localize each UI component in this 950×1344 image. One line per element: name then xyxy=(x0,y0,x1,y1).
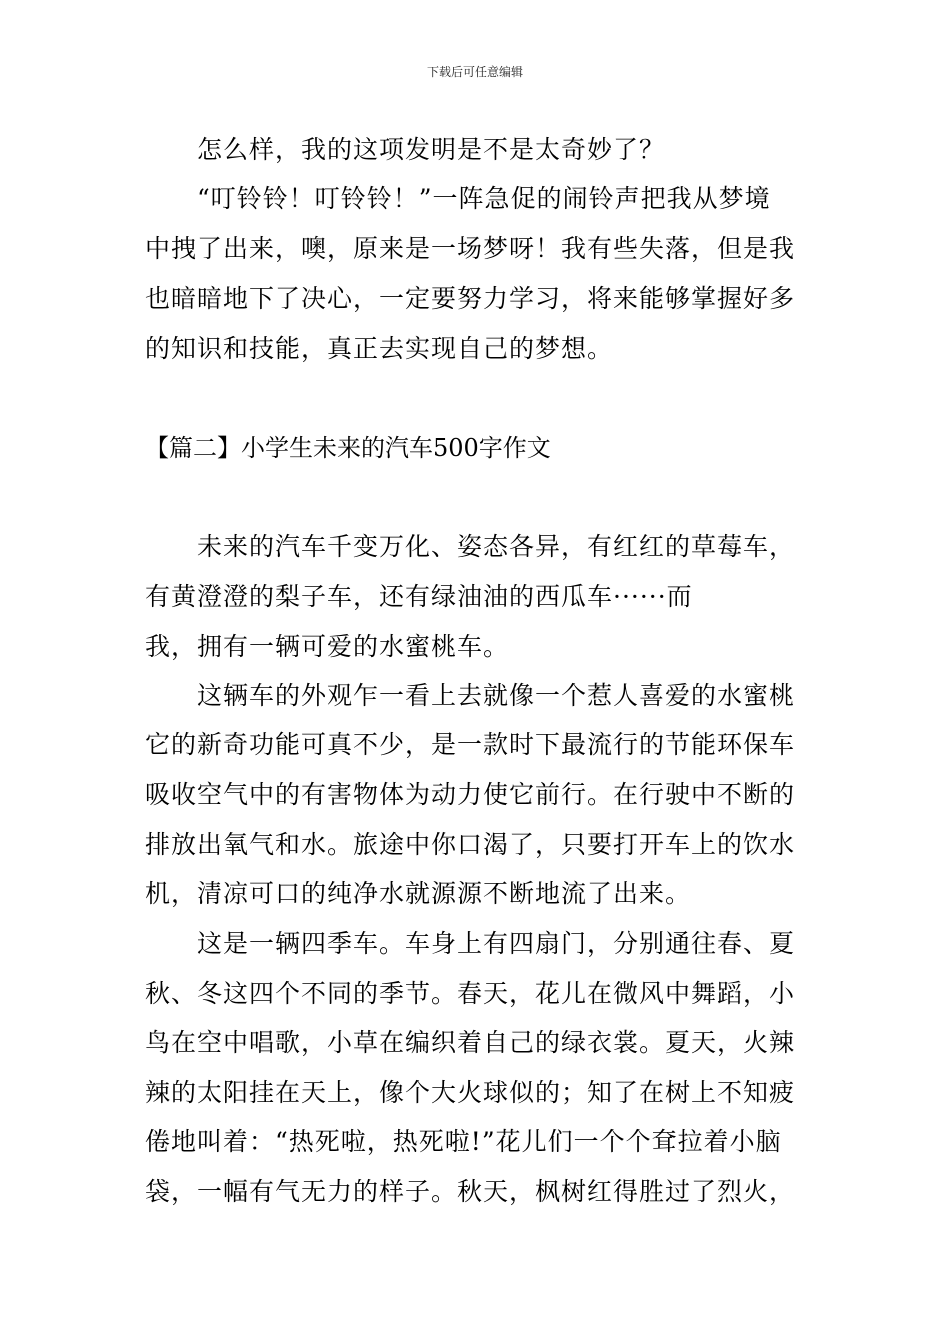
paragraph-line: 有黄澄澄的梨子车，还有绿油油的西瓜车······而 xyxy=(145,582,693,611)
paragraph-line: 机，清凉可口的纯净水就源源不断地流了出来。 xyxy=(145,879,692,908)
paragraph-line: 也暗暗地下了决心，一定要努力学习，将来能够掌握好多 xyxy=(145,284,796,313)
paragraph-line: 这辆车的外观乍一看上去就像一个惹人喜爱的水蜜桃 xyxy=(197,681,796,710)
paragraph-line: 怎么样，我的这项发明是不是太奇妙了？ xyxy=(197,135,666,164)
paragraph-line: 鸟在空中唱歌，小草在编织着自己的绿衣裳。夏天，火辣 xyxy=(145,1028,796,1057)
paragraph-line: 袋，一幅有气无力的样子。秋天，枫树红得胜过了烈火， xyxy=(145,1177,796,1206)
paragraph-line: 未来的汽车千变万化、姿态各异，有红红的草莓车， xyxy=(197,532,796,561)
paragraph-line: 中拽了出来，噢，原来是一场梦呀！我有些失落，但是我 xyxy=(145,234,796,263)
paragraph-line: 排放出氧气和水。旅途中你口渴了，只要打开车上的饮水 xyxy=(145,830,796,859)
section-heading: 【篇二】小学生未来的汽车500字作文 xyxy=(145,434,551,462)
paragraph-line: 秋、冬这四个不同的季节。春天，花儿在微风中舞蹈，小 xyxy=(145,979,796,1008)
paragraph-line: 这是一辆四季车。车身上有四扇门，分别通往春、夏 xyxy=(197,929,796,958)
paragraph-line: 的知识和技能，真正去实现自己的梦想。 xyxy=(145,334,614,363)
paragraph-line: 我，拥有一辆可爱的水蜜桃车。 xyxy=(145,632,510,661)
paragraph-line: 它的新奇功能可真不少，是一款时下最流行的节能环保车 xyxy=(145,730,796,759)
paragraph-line: “叮铃铃！叮铃铃！”一阵急促的闹铃声把我从梦境 xyxy=(197,184,771,213)
paragraph-line: 辣的太阳挂在天上，像个大火球似的；知了在树上不知疲 xyxy=(145,1078,796,1107)
paragraph-line: 吸收空气中的有害物体为动力使它前行。在行驶中不断的 xyxy=(145,780,796,809)
page-header: 下载后可任意编辑 xyxy=(426,65,523,79)
paragraph-line: 倦地叫着：“热死啦，热死啦!”花儿们一个个耷拉着小脑 xyxy=(145,1127,782,1156)
